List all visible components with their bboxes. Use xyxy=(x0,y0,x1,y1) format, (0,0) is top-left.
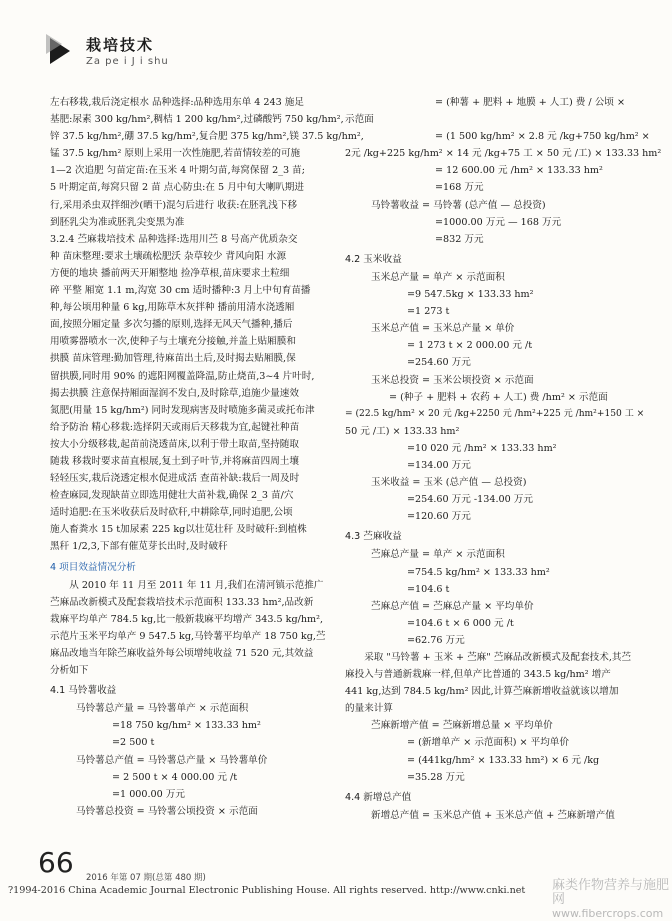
formula-line: =62.76 万元 xyxy=(407,634,465,646)
formula-line: = (种子 + 肥料 + 农药 + 人工) 费 /hm² × 示范面 xyxy=(389,391,608,403)
potato-formulas xyxy=(50,700,330,820)
text-line: 施人畜粪水 15 t加尿素 225 kg以壮苋壮秆 及时破秆:到植株 xyxy=(50,524,307,536)
formula-line: =9 547.5kg × 133.33 hm² xyxy=(407,289,534,301)
potato-investment-formulas xyxy=(345,94,662,248)
section-subtitle: Za pe i J i shu xyxy=(86,56,169,67)
formula-line: 苎麻总产量 = 单产 × 示范面积 xyxy=(371,549,505,561)
formula-line: = (22.5 kg/hm² × 20 元 /kg+2250 元 /hm²+225 元 /hm²+150 工 × xyxy=(345,408,645,419)
text-line: 基肥:尿素 300 kg/hm²,稠桔 1 200 kg/hm²,过磷酸钙 750 kg/hm², xyxy=(50,114,344,126)
copyright-line: ?1994-2016 China Academic Journal Electronic Publishing House. All rights reserved. http://www.cnki.net xyxy=(8,885,526,896)
formula-line: =104.6 t xyxy=(407,583,450,595)
formula-line: = 12 600.00 元 /hm² × 133.33 hm² xyxy=(435,165,603,177)
text-line: 锌 37.5 kg/hm²,硼 37.5 kg/hm²,复合肥 375 kg/hm²,镁 37.5 kg/hm², xyxy=(50,131,364,143)
benefit-intro-paragraph xyxy=(50,577,330,680)
text-line: 示范片玉米平均单产 9 547.5 kg,马铃薯平均单产 18 750 kg,苎 xyxy=(50,630,326,642)
page-number: 66 xyxy=(38,846,74,879)
total-value-formulas xyxy=(345,807,627,824)
formula-line: 50 元 /工) × 133.33 hm² xyxy=(345,425,460,437)
text-line: 方便的地块 播前两天开厢整地 捡净草根,苗床要求土粒细 xyxy=(50,267,290,279)
section-title: 栽培技术 xyxy=(86,36,155,54)
text-line: 随栽 移栽时要求苗直根展,复土到子叶节,并将麻苗四周土壤 xyxy=(50,455,299,467)
text-line: 碎 平整 厢宽 1.1 m,沟宽 30 cm 适时播种:3 月上中旬育苗播 xyxy=(50,285,311,297)
text-line: 采取 "马铃薯 + 玉米 + 苎麻" 苎麻品改新模式及配套技术,其苎 xyxy=(364,652,632,663)
formula-line: 新增总产值 = 玉米总产值 + 玉米总产值 + 苎麻新增产值 xyxy=(371,809,615,821)
formula-line: 苎麻总产值 = 苎麻总产量 × 平均单价 xyxy=(371,600,534,612)
corn-formulas xyxy=(345,269,645,525)
formula-line: =254.60 万元 -134.00 万元 xyxy=(407,494,533,506)
left-column xyxy=(50,94,364,820)
text-line: 轻轻压实,栽后浇透定根水促进成活 查苗补缺:栽后一周及时 xyxy=(50,473,300,485)
ramie-formulas xyxy=(345,546,627,649)
text-line: 3.2.4 苎麻栽培技术 品种选择:选用川苎 8 号高产优质杂交 xyxy=(50,233,298,245)
formula-line: =2 500 t xyxy=(112,737,155,749)
formula-line: 玉米总投资 = 玉米公顷投资 × 示范面 xyxy=(371,374,534,386)
issue-info: 2016 年第 07 期(总第 480 期) xyxy=(86,873,206,883)
cultivation-paragraph-ramie xyxy=(50,231,330,556)
text-line: 留拱膜,同时用 90% 的遮阳网覆盖降温,防止烧苗,3~4 片叶时, xyxy=(50,370,315,382)
formula-line: 马铃薯总投资 = 马铃薯公顷投资 × 示范面 xyxy=(76,805,258,817)
ramie-new-value-formulas xyxy=(345,717,627,785)
formula-line: = (种薯 + 肥料 + 地膜 + 人工) 费 / 公顷 × xyxy=(435,97,625,108)
text-line: 种,每公顷用种量 6 kg,用陈草木灰拌种 播前用清水浇透厢 xyxy=(50,302,295,314)
text-line: 氮肥(用量 15 kg/hm²) 同时发现病害及时喷施多菌灵或托布津 xyxy=(50,404,315,416)
formula-line: 苎麻新增产值 = 苎麻新增总量 × 平均单价 xyxy=(371,720,553,732)
text-line: 麻品改地当年除苎麻收益外每公顷增纯收益 71 520 元,其效益 xyxy=(50,648,314,659)
text-line: 揭去拱膜 注意保持厢面湿润不发白,及时除草,追施少量速效 xyxy=(50,387,299,399)
subsection-heading-4-3: 4.3 苎麻收益 xyxy=(345,531,402,543)
formula-line: =104.6 t × 6 000 元 /t xyxy=(407,617,514,629)
triangle-logo-icon xyxy=(46,32,74,70)
subsection-heading-4-2: 4.2 玉米收益 xyxy=(345,253,402,265)
watermark-text: 麻类作物营养与施肥网 xyxy=(552,878,670,907)
formula-line: =1000.00 万元 — 168 万元 xyxy=(435,216,562,228)
running-header xyxy=(46,28,306,90)
formula-line: =832 万元 xyxy=(435,233,484,245)
text-line: 种 苗床整理:要求土壤疏松肥沃 杂草较少 背风向阳 水源 xyxy=(50,250,287,262)
formula-line: =754.5 kg/hm² × 133.33 hm² xyxy=(407,566,550,578)
text-line: 黑秆 1/2,3,下部有催苋芽长出时,及时破秆 xyxy=(50,541,228,553)
formula-line: 玉米总产量 = 单产 × 示范面积 xyxy=(371,271,505,283)
formula-line: 马铃薯收益 = 马铃薯 (总产值 — 总投资) xyxy=(371,199,546,211)
right-column xyxy=(345,94,662,824)
ramie-explanation-paragraph xyxy=(345,649,632,717)
section-heading-4: 4 项目效益情况分析 xyxy=(50,561,136,573)
formula-line: 马铃薯总产值 = 马铃薯总产量 × 马铃薯单价 xyxy=(76,754,268,766)
formula-line: =1 000.00 万元 xyxy=(112,788,185,800)
text-line: 给予防治 精心移栽:选择阴天或雨后天移栽为宜,起键社种苗 xyxy=(50,421,300,433)
watermark-url: www.fibercrops.com xyxy=(552,907,664,920)
text-line: 441 kg,达到 784.5 kg/hm² 因此,计算苎麻新增收益就该以增加 xyxy=(345,686,619,698)
formula-line: =134.00 万元 xyxy=(407,459,471,471)
text-line: 5 叶期定苗,每窝只留 2 苗 点心防虫:在 5 月中旬大喇叭期进 xyxy=(50,182,304,194)
formula-line: =10 020 元 /hm² × 133.33 hm² xyxy=(407,442,557,454)
text-line: 的量来计算 xyxy=(345,703,393,715)
formula-line: =1 273 t xyxy=(407,306,450,318)
text-line: 拱膜 苗床管理:勤加管理,待麻苗出土后,及时揭去贴厢膜,保 xyxy=(50,353,296,365)
text-line: 从 2010 年 11 月至 2011 年 11 月,我们在清河镇示范推广 xyxy=(69,579,324,591)
subsection-heading-4-1: 4.1 马铃薯收益 xyxy=(50,685,117,697)
formula-line: 示范面 xyxy=(345,114,374,126)
formula-line: = 1 273 t × 2 000.00 元 /t xyxy=(407,340,533,352)
formula-line: 2元 /kg+225 kg/hm² × 14 元 /kg+75 工 × 50 元 /工) × 133.33 hm² xyxy=(345,148,662,160)
formula-line: =120.60 万元 xyxy=(407,511,471,523)
text-line: 苎麻品改新模式及配套栽培技术示范面积 133.33 hm²,品改新 xyxy=(50,596,314,608)
text-line: 1—2 次追肥 匀苗定苗:在玉米 4 叶期匀苗,每窝保留 2_3 苗; xyxy=(50,165,306,177)
formula-line: = 2 500 t × 4 000.00 元 /t xyxy=(112,771,238,783)
text-line: 锰 37.5 kg/hm² 原则上采用一次性施肥,若苗情较差的可施 xyxy=(50,148,301,160)
text-line: 检查麻园,发现缺苗立即选用健壮大苗补栽,确保 2_3 苗/穴 xyxy=(50,490,294,502)
formula-line: = (441kg/hm² × 133.33 hm²) × 6 元 /kg xyxy=(407,754,600,766)
text-line: 行,采用杀虫双拌细沙(晒干)混匀后进行 收获:在胚乳浅下移 xyxy=(50,199,298,211)
text-line: 分析如下 xyxy=(50,665,89,677)
site-watermark xyxy=(552,879,672,921)
formula-line: =18 750 kg/hm² × 133.33 hm² xyxy=(112,720,261,732)
text-line: 麻投入与普通新栽麻一样,但单产比普通的 343.5 kg/hm² 增产 xyxy=(345,669,611,681)
text-line: 按大小分级移栽,起苗前浇透苗床,以利于带土取苗,坚持随取 xyxy=(50,438,299,450)
formula-line: =35.28 万元 xyxy=(407,771,465,783)
text-line: 左右移栽,栽后浇定根水 品种选择:品种选用东单 4 243 施足 xyxy=(50,97,304,108)
formula-line: 玉米收益 = 玉米 (总产值 — 总投资) xyxy=(371,477,527,489)
formula-line: 马铃薯总产量 = 马铃薯单产 × 示范面积 xyxy=(76,703,249,715)
text-line: 面,按照分厢定量 多次匀播的原则,选择无风天气播种,播后 xyxy=(50,319,293,331)
formula-line: 玉米总产值 = 玉米总产量 × 单价 xyxy=(371,323,515,335)
formula-line: =254.60 万元 xyxy=(407,357,471,369)
text-line: 适时追肥:在玉米收获后及时砍秆,中耕除草,同时追肥,公顷 xyxy=(50,507,293,519)
subsection-heading-4-4: 4.4 新增总产值 xyxy=(345,791,412,803)
text-line: 用喷雾器喷水一次,使种子与土壤充分接触,并盖上贴厢膜和 xyxy=(50,336,296,348)
text-line: 栽麻平均单产 784.5 kg,比一般新栽麻平均增产 343.5 kg/hm², xyxy=(50,613,323,625)
formula-line: =168 万元 xyxy=(435,182,484,194)
formula-line: = (新增单产 × 示范面积) × 平均单价 xyxy=(407,737,569,749)
text-line: 到胚乳尖为准或胚乳尖变黑为准 xyxy=(50,216,185,228)
formula-line: = (1 500 kg/hm² × 2.8 元 /kg+750 kg/hm² × xyxy=(435,131,650,143)
